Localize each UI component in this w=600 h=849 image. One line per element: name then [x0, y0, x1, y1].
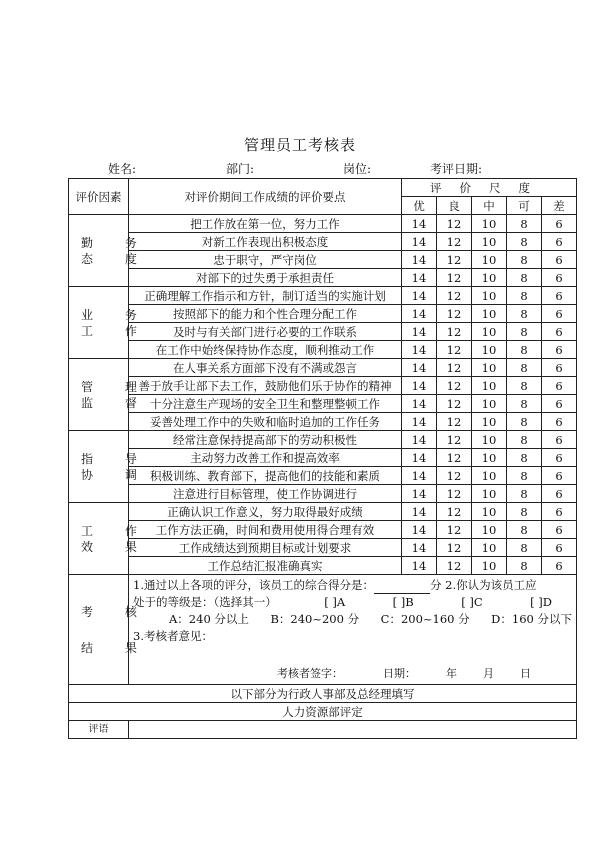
grade-select-prompt: 处于的等级是：（选择其一） — [133, 595, 277, 609]
header-points: 对评价期间工作成绩的评价要点 — [129, 179, 402, 215]
criteria-text: 把工作放在第一位，努力工作 — [129, 215, 402, 233]
score-option[interactable]: 10 — [472, 521, 507, 539]
score-option[interactable]: 8 — [507, 287, 542, 305]
result-score-prompt: 1.通过以上各项的评分，该员工的综合得分是： — [133, 578, 374, 592]
criteria-row — [69, 269, 577, 287]
criteria-text: 工作总结汇报准确真实 — [129, 557, 402, 575]
score-option[interactable]: 8 — [507, 503, 542, 521]
criteria-text: 工作方法正确，时间和费用使用得合理有效 — [129, 521, 402, 539]
score-option[interactable]: 14 — [402, 215, 437, 233]
hr-evaluation-row — [69, 703, 577, 721]
result-label-line1: 考 核 — [81, 604, 151, 619]
grade-header: 良 — [437, 197, 472, 215]
score-option[interactable]: 12 — [437, 413, 472, 431]
score-option[interactable]: 8 — [507, 359, 542, 377]
score-option[interactable]: 6 — [542, 215, 577, 233]
score-option[interactable]: 14 — [402, 287, 437, 305]
score-option[interactable]: 14 — [402, 395, 437, 413]
score-option[interactable]: 14 — [402, 377, 437, 395]
score-option[interactable]: 6 — [542, 413, 577, 431]
score-option[interactable]: 10 — [472, 359, 507, 377]
criteria-text: 在工作中始终保持协作态度，顺利推动工作 — [129, 341, 402, 359]
score-option[interactable]: 10 — [472, 431, 507, 449]
score-option[interactable]: 6 — [542, 359, 577, 377]
result-category-cell — [69, 575, 151, 685]
form-title: 管理员工考核表 — [243, 136, 356, 154]
score-option[interactable]: 12 — [437, 305, 472, 323]
result-label-line2: 结 果 — [81, 640, 151, 655]
criteria-text: 主动努力改善工作和提高效率 — [129, 449, 402, 467]
score-option[interactable]: 6 — [542, 503, 577, 521]
result-grade-prompt: 分 2.你认为该员工应 — [429, 578, 537, 592]
criteria-row — [69, 413, 577, 431]
sign-day-label: 日 — [520, 667, 531, 680]
criteria-text: 正确认识工作意义，努力取得最好成绩 — [129, 503, 402, 521]
criteria-text: 妥善处理工作中的失败和临时追加的工作任务 — [129, 413, 402, 431]
score-option[interactable]: 10 — [472, 287, 507, 305]
score-option[interactable]: 10 — [472, 395, 507, 413]
date-label: 考评日期: — [430, 162, 483, 176]
result-row — [69, 575, 577, 685]
grade-option-c[interactable]: [ ]C — [461, 595, 483, 609]
criteria-row — [69, 287, 577, 305]
category-cell — [69, 359, 151, 431]
score-option[interactable]: 10 — [472, 467, 507, 485]
criteria-text: 正确理解工作指示和方针，制订适当的实施计划 — [129, 287, 402, 305]
score-option[interactable]: 8 — [507, 557, 542, 575]
category-cell — [69, 287, 151, 359]
criteria-text: 及时与有关部门进行必要的工作联系 — [129, 323, 402, 341]
score-option[interactable]: 10 — [472, 449, 507, 467]
footer-note-row — [69, 685, 577, 703]
score-option[interactable]: 6 — [542, 395, 577, 413]
category-label-line1: 业 务 — [81, 307, 151, 322]
footer-note: 以下部分为行政人事部及总经理填写 — [69, 685, 577, 703]
score-option[interactable]: 14 — [402, 341, 437, 359]
score-option[interactable]: 12 — [437, 377, 472, 395]
criteria-row — [69, 215, 577, 233]
score-option[interactable]: 8 — [507, 305, 542, 323]
score-option[interactable]: 8 — [507, 395, 542, 413]
grade-option-b[interactable]: [ ]B — [392, 595, 414, 609]
criteria-text: 忠于职守，严守岗位 — [129, 251, 402, 269]
score-option[interactable]: 14 — [402, 431, 437, 449]
reviewer-signature-label: 考核者签字： — [277, 667, 343, 680]
comment-row — [69, 721, 577, 739]
name-label: 姓名: — [108, 162, 137, 176]
category-label-line2: 监 督 — [81, 395, 151, 410]
criteria-text: 在人事关系方面部下没有不满或怨言 — [129, 359, 402, 377]
score-option[interactable]: 12 — [437, 557, 472, 575]
score-option[interactable]: 10 — [472, 503, 507, 521]
score-option[interactable]: 14 — [402, 503, 437, 521]
score-option[interactable]: 12 — [437, 521, 472, 539]
score-option[interactable]: 14 — [402, 449, 437, 467]
score-option[interactable]: 12 — [437, 323, 472, 341]
score-option[interactable]: 8 — [507, 521, 542, 539]
score-option[interactable]: 6 — [542, 269, 577, 287]
score-option[interactable]: 12 — [437, 269, 472, 287]
score-option[interactable]: 6 — [542, 233, 577, 251]
score-option[interactable]: 6 — [542, 539, 577, 557]
criteria-text: 经常注意保持提高部下的劳动积极性 — [129, 431, 402, 449]
total-score-field[interactable] — [374, 581, 430, 594]
score-option[interactable]: 6 — [542, 287, 577, 305]
sign-year-label: 年 — [446, 667, 457, 680]
score-option[interactable]: 10 — [472, 215, 507, 233]
score-option[interactable]: 8 — [507, 215, 542, 233]
score-option[interactable]: 14 — [402, 359, 437, 377]
grade-header: 差 — [542, 197, 577, 215]
score-option[interactable]: 8 — [507, 269, 542, 287]
comment-label: 评语 — [69, 721, 129, 739]
score-option[interactable]: 8 — [507, 323, 542, 341]
score-option[interactable]: 10 — [472, 269, 507, 287]
score-option[interactable]: 12 — [437, 503, 472, 521]
category-label-line2: 工 作 — [81, 323, 151, 338]
score-option[interactable]: 12 — [437, 251, 472, 269]
score-option[interactable]: 14 — [402, 251, 437, 269]
category-label-line1: 勤 务 — [81, 235, 151, 250]
score-option[interactable]: 14 — [402, 557, 437, 575]
category-cell — [69, 215, 151, 287]
score-option[interactable]: 12 — [437, 449, 472, 467]
score-option[interactable]: 6 — [542, 557, 577, 575]
grade-header: 中 — [472, 197, 507, 215]
score-option[interactable]: 12 — [437, 341, 472, 359]
grade-header: 优 — [402, 197, 437, 215]
score-option[interactable]: 14 — [402, 539, 437, 557]
criteria-row — [69, 557, 577, 575]
score-option[interactable]: 12 — [437, 233, 472, 251]
score-option[interactable]: 12 — [437, 467, 472, 485]
criteria-text: 对新工作表现出积极态度 — [129, 233, 402, 251]
score-option[interactable]: 10 — [472, 305, 507, 323]
score-option[interactable]: 14 — [402, 485, 437, 503]
position-label: 岗位: — [343, 162, 372, 176]
sign-date-label: 日期： — [383, 667, 416, 680]
category-cell — [69, 503, 151, 575]
score-option[interactable]: 6 — [542, 251, 577, 269]
score-option[interactable]: 14 — [402, 269, 437, 287]
grade-range-b: B：240~200 分 — [270, 612, 360, 626]
grade-range-c: C：200~160 分 — [380, 612, 470, 626]
category-label-line1: 工 作 — [81, 523, 151, 538]
score-option[interactable]: 6 — [542, 449, 577, 467]
appraisal-table — [68, 178, 577, 739]
criteria-text: 工作成绩达到预期目标或计划要求 — [129, 539, 402, 557]
score-option[interactable]: 12 — [437, 287, 472, 305]
grade-option-d[interactable]: [ ]D — [530, 595, 553, 609]
score-option[interactable]: 6 — [542, 521, 577, 539]
score-option[interactable]: 12 — [437, 359, 472, 377]
score-option[interactable]: 8 — [507, 539, 542, 557]
criteria-row — [69, 431, 577, 449]
score-option[interactable]: 8 — [507, 449, 542, 467]
score-option[interactable]: 6 — [542, 341, 577, 359]
criteria-row — [69, 359, 577, 377]
score-option[interactable]: 14 — [402, 521, 437, 539]
criteria-row — [69, 377, 577, 395]
score-option[interactable]: 8 — [507, 251, 542, 269]
category-label-line1: 管 理 — [81, 379, 151, 394]
score-option[interactable]: 10 — [472, 251, 507, 269]
score-option[interactable]: 6 — [542, 485, 577, 503]
score-option[interactable]: 14 — [402, 467, 437, 485]
score-option[interactable]: 14 — [402, 233, 437, 251]
category-label-line2: 效 果 — [81, 539, 151, 554]
criteria-row — [69, 485, 577, 503]
header-factor: 评价因素 — [69, 179, 129, 215]
score-option[interactable]: 6 — [542, 323, 577, 341]
criteria-text: 对部下的过失勇于承担责任 — [129, 269, 402, 287]
grade-option-a[interactable]: [ ]A — [324, 595, 346, 609]
result-content — [129, 575, 577, 685]
score-option[interactable]: 6 — [542, 467, 577, 485]
score-option[interactable]: 12 — [437, 431, 472, 449]
grade-header: 可 — [507, 197, 542, 215]
score-option[interactable]: 8 — [507, 467, 542, 485]
score-option[interactable]: 6 — [542, 377, 577, 395]
score-option[interactable]: 10 — [472, 377, 507, 395]
sign-month-label: 月 — [483, 667, 494, 680]
dept-label: 部门: — [226, 162, 255, 176]
score-option[interactable]: 8 — [507, 233, 542, 251]
score-option[interactable]: 10 — [472, 539, 507, 557]
criteria-row — [69, 341, 577, 359]
score-option[interactable]: 12 — [437, 215, 472, 233]
reviewer-opinion-label: 3.考核者意见： — [133, 629, 213, 643]
score-option[interactable]: 6 — [542, 305, 577, 323]
score-option[interactable]: 14 — [402, 305, 437, 323]
score-option[interactable]: 14 — [402, 413, 437, 431]
score-option[interactable]: 14 — [402, 323, 437, 341]
score-option[interactable]: 10 — [472, 485, 507, 503]
criteria-text: 善于放手让部下去工作，鼓励他们乐于协作的精神 — [129, 377, 402, 395]
category-label-line2: 协 调 — [81, 467, 151, 482]
score-option[interactable]: 10 — [472, 323, 507, 341]
category-cell — [69, 431, 151, 503]
criteria-row — [69, 503, 577, 521]
criteria-text: 十分注意生产现场的安全卫生和整理整顿工作 — [129, 395, 402, 413]
category-label-line2: 态 度 — [81, 251, 151, 266]
score-option[interactable]: 8 — [507, 413, 542, 431]
criteria-text: 积极训练、教育部下，提高他们的技能和素质 — [129, 467, 402, 485]
score-option[interactable]: 12 — [437, 485, 472, 503]
score-option[interactable]: 10 — [472, 413, 507, 431]
score-option[interactable]: 12 — [437, 395, 472, 413]
score-option[interactable]: 10 — [472, 341, 507, 359]
hr-evaluation-title: 人力资源部评定 — [69, 703, 577, 721]
category-label-line1: 指 导 — [81, 451, 151, 466]
grade-range-d: D：160 分以下 — [491, 612, 572, 626]
score-option[interactable]: 12 — [437, 539, 472, 557]
score-option[interactable]: 10 — [472, 233, 507, 251]
score-option[interactable]: 6 — [542, 431, 577, 449]
score-option[interactable]: 8 — [507, 341, 542, 359]
header-rating: 评价尺度 — [402, 179, 577, 197]
score-option[interactable]: 8 — [507, 377, 542, 395]
criteria-text: 注意进行目标管理，使工作协调进行 — [129, 485, 402, 503]
criteria-text: 按照部下的能力和个性合理分配工作 — [129, 305, 402, 323]
comment-field[interactable] — [129, 721, 577, 739]
score-option[interactable]: 8 — [507, 485, 542, 503]
grade-range-a: A：240 分以上 — [169, 612, 249, 626]
score-option[interactable]: 8 — [507, 431, 542, 449]
score-option[interactable]: 10 — [472, 557, 507, 575]
